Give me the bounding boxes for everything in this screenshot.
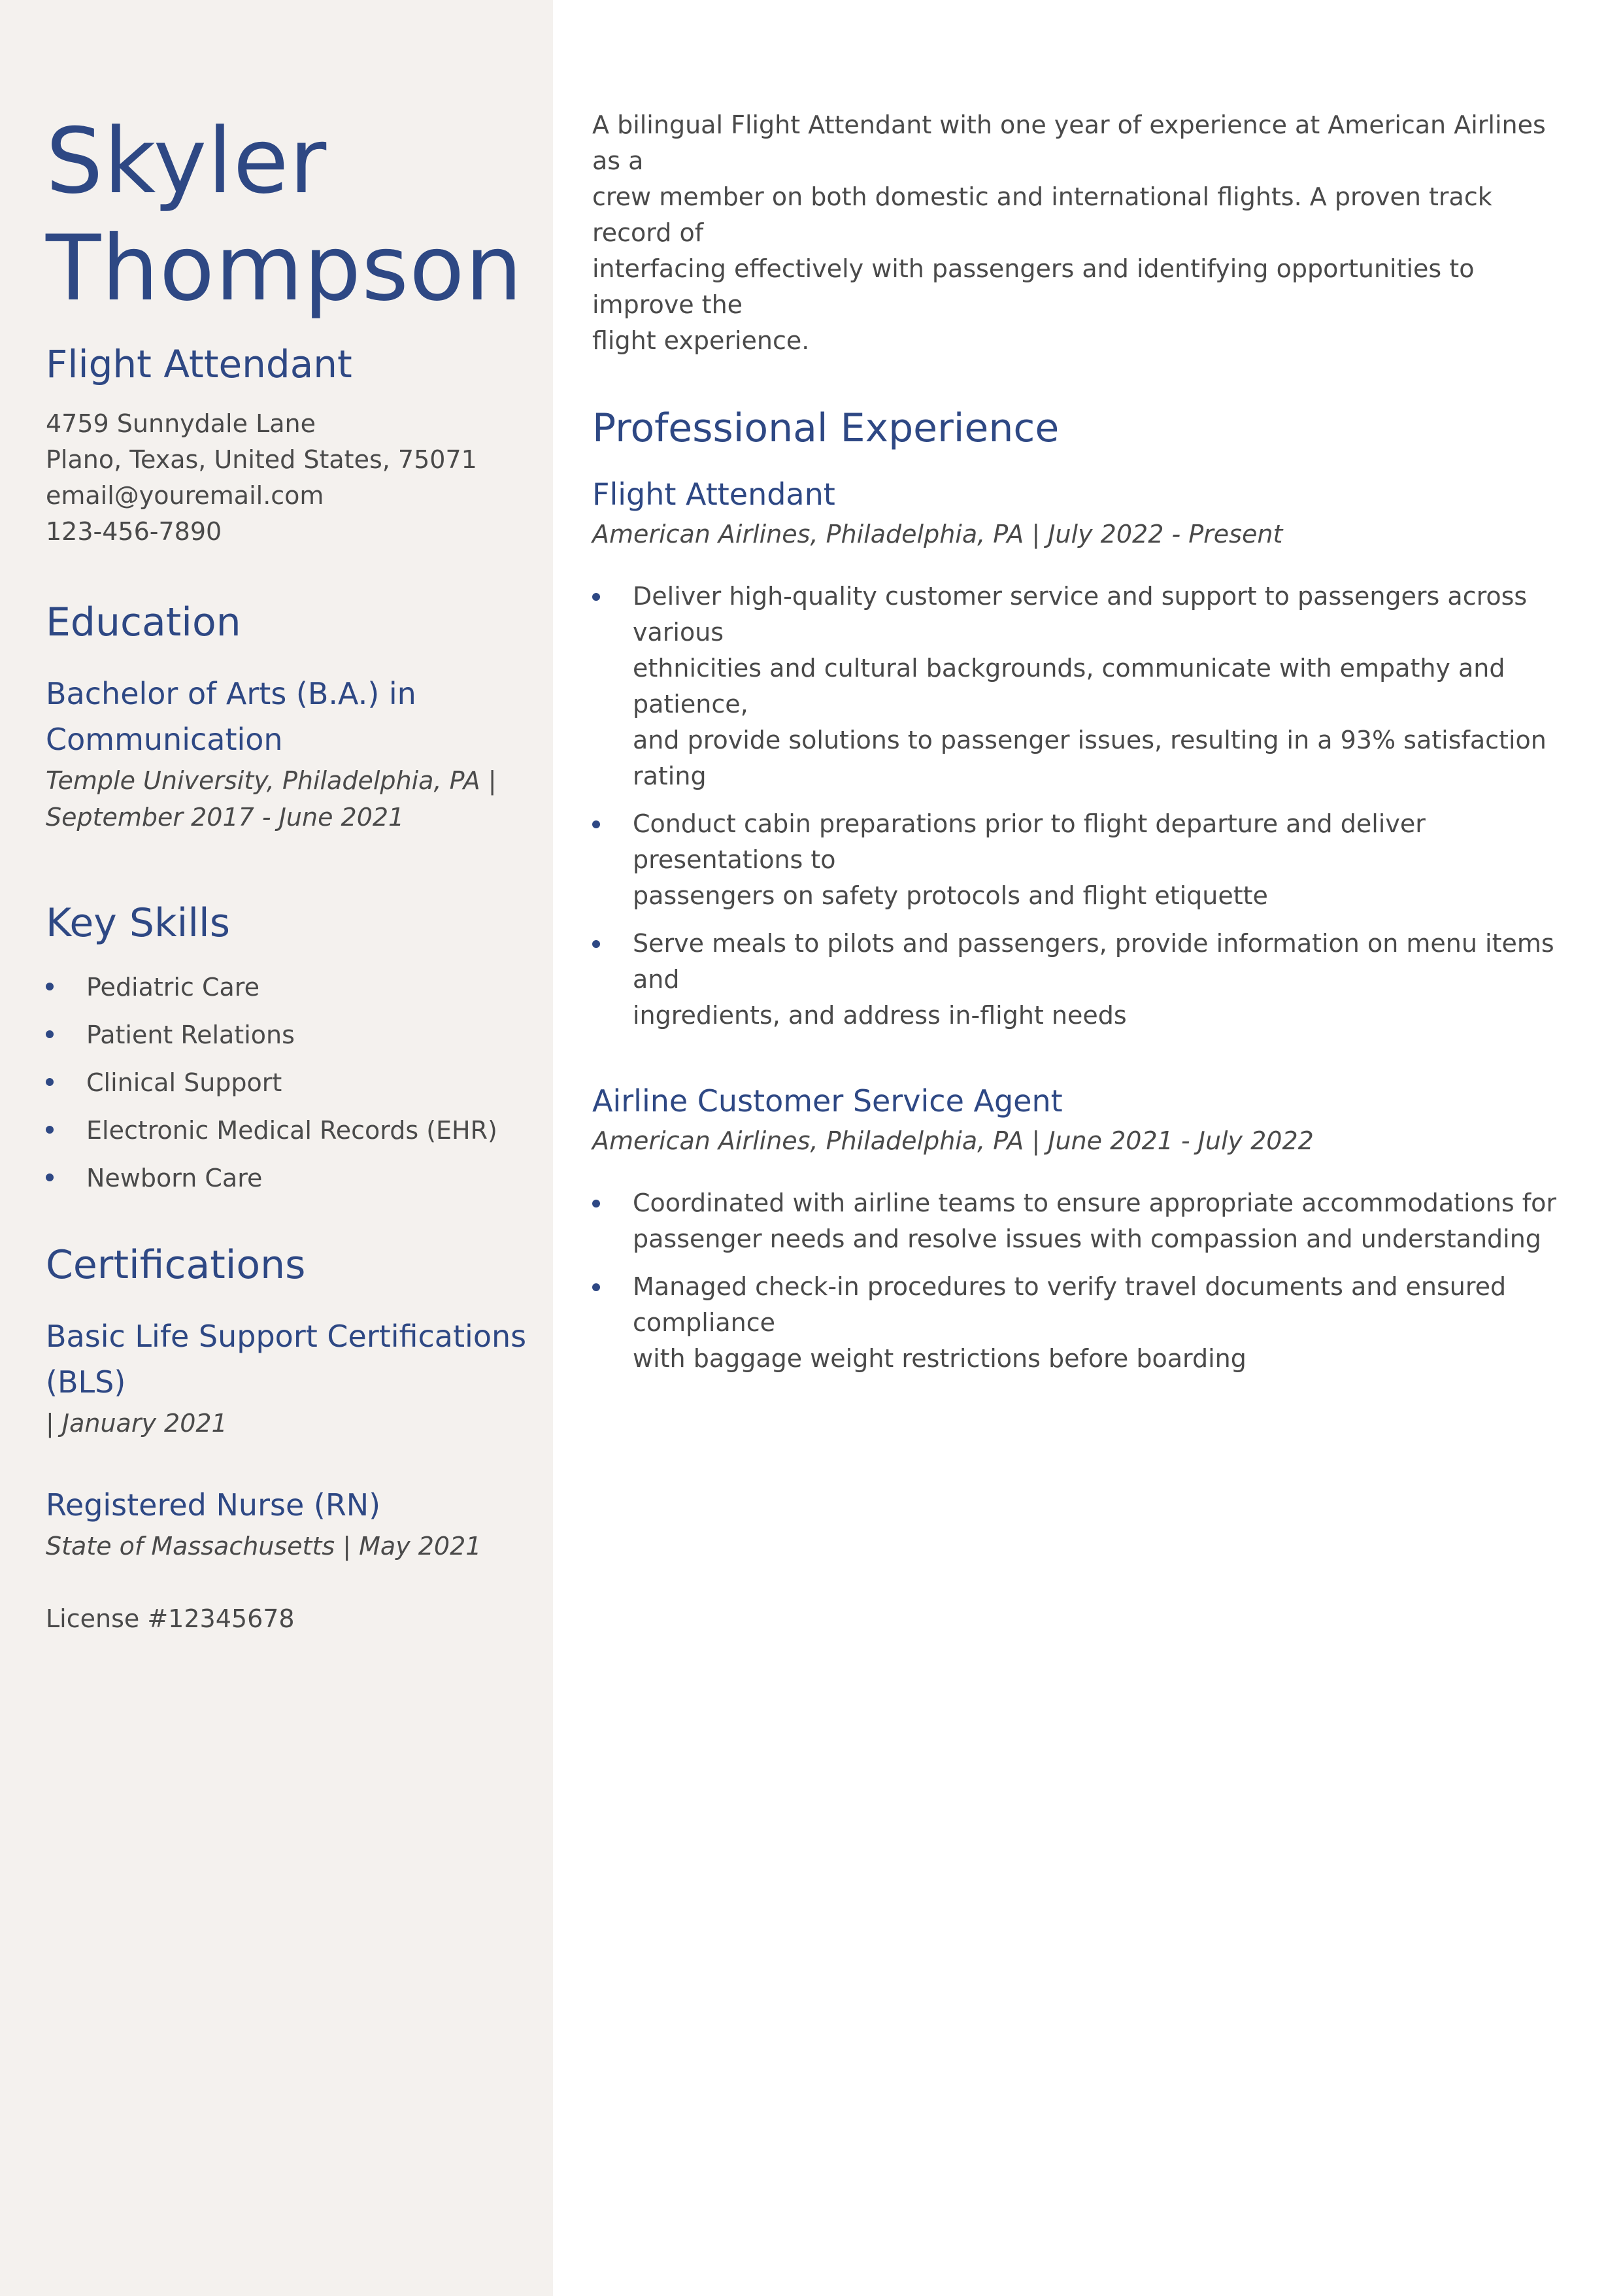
bullet-icon <box>46 1173 54 1181</box>
certification-title: Registered Nurse (RN) <box>46 1487 381 1523</box>
bullet-icon <box>46 1030 54 1038</box>
certification-meta: State of Massachusetts | May 2021 <box>46 1532 482 1561</box>
summary-line: flight experience. <box>592 326 810 355</box>
duty-line: passenger needs and resolve issues with compassion and understanding <box>633 1224 1541 1253</box>
duty-item <box>592 579 1573 794</box>
school-line-1: Temple University, Philadelphia, PA | <box>46 766 497 795</box>
skill-item <box>46 1155 529 1202</box>
duty-line: Conduct cabin preparations prior to flight departure and deliver presentations to <box>633 809 1426 874</box>
experience-heading: Professional Experience <box>592 405 1060 451</box>
experience-section <box>592 403 1573 1377</box>
duty-line: Managed check-in procedures to verify travel documents and ensured compliance <box>633 1272 1507 1337</box>
candidate-name <box>46 108 529 322</box>
main-content <box>592 107 1573 1389</box>
skill-label: Patient Relations <box>86 1021 295 1049</box>
contact-info <box>46 406 529 550</box>
job-entry-meta: American Airlines, Philadelphia, PA | June 2021 - July 2022 <box>592 1126 1314 1155</box>
skill-item <box>46 1059 529 1107</box>
duty-line: passengers on safety protocols and flight etiquette <box>633 881 1268 910</box>
duty-list <box>592 579 1573 1034</box>
degree-line-1: Bachelor of Arts (B.A.) in <box>46 676 416 711</box>
phone: 123-456-7890 <box>46 517 222 546</box>
job-entry-title: Airline Customer Service Agent <box>592 1083 1063 1119</box>
skill-label: Pediatric Care <box>86 973 259 1002</box>
duty-line: Coordinated with airline teams to ensure appropriate accommodations for <box>633 1189 1557 1217</box>
duty-line: Serve meals to pilots and passengers, provide information on menu items and <box>633 929 1554 994</box>
skill-item <box>46 964 529 1011</box>
bullet-icon <box>46 1078 54 1086</box>
first-name: Skyler <box>46 109 327 214</box>
skills-list <box>46 964 529 1202</box>
duty-line: ethnicities and cultural backgrounds, communicate with empathy and patience, <box>633 654 1505 718</box>
skill-label: Newborn Care <box>86 1164 263 1192</box>
summary <box>592 107 1573 359</box>
address-line-2: Plano, Texas, United States, 75071 <box>46 445 477 474</box>
job-entry-title: Flight Attendant <box>592 477 835 512</box>
duty-item <box>592 806 1573 914</box>
summary-line: A bilingual Flight Attendant with one year of experience at American Airlines as a <box>592 110 1546 175</box>
certification-meta: | January 2021 <box>46 1409 227 1438</box>
duty-line: and provide solutions to passenger issues, resulting in a 93% satisfaction rating <box>633 726 1547 790</box>
certifications-section <box>46 1240 529 1637</box>
degree-line-2: Communication <box>46 722 283 757</box>
duty-item <box>592 926 1573 1034</box>
skill-item <box>46 1107 529 1155</box>
duty-item <box>592 1185 1573 1257</box>
job-title: Flight Attendant <box>46 342 352 386</box>
certification-entry <box>46 1313 529 1442</box>
certification-entry <box>46 1482 529 1564</box>
last-name: Thompson <box>46 216 524 321</box>
job-entry <box>592 473 1573 1034</box>
skill-label: Clinical Support <box>86 1068 282 1097</box>
bullet-icon <box>592 820 600 828</box>
bullet-icon <box>46 1126 54 1134</box>
sidebar-content <box>46 108 529 1637</box>
duty-line: ingredients, and address in-flight needs <box>633 1001 1127 1030</box>
education-heading: Education <box>46 599 241 645</box>
duty-item <box>592 1269 1573 1377</box>
license-number: License #12345678 <box>46 1604 295 1633</box>
bullet-icon <box>46 983 54 990</box>
duty-list <box>592 1185 1573 1377</box>
duty-line: with baggage weight restrictions before boarding <box>633 1344 1247 1373</box>
sidebar <box>0 0 553 2296</box>
email: email@youremail.com <box>46 481 324 510</box>
address-line-1: 4759 Sunnydale Lane <box>46 409 316 438</box>
certification-title-line-1: Basic Life Support Certifications <box>46 1319 527 1354</box>
bullet-icon <box>592 1283 600 1291</box>
duty-line: Deliver high-quality customer service and support to passengers across various <box>633 582 1528 647</box>
education-entry <box>46 671 529 836</box>
bullet-icon <box>592 1200 600 1207</box>
school-dates: September 2017 - June 2021 <box>46 803 405 832</box>
certifications-heading: Certifications <box>46 1242 306 1288</box>
summary-line: crew member on both domestic and international flights. A proven track record of <box>592 182 1492 247</box>
skills-heading: Key Skills <box>46 900 230 946</box>
bullet-icon <box>592 940 600 948</box>
skill-item <box>46 1011 529 1059</box>
education-section <box>46 598 529 836</box>
bullet-icon <box>592 593 600 601</box>
job-entry <box>592 1079 1573 1377</box>
certification-title-line-2: (BLS) <box>46 1364 126 1400</box>
summary-line: interfacing effectively with passengers and identifying opportunities to improve the <box>592 254 1475 319</box>
job-entry-meta: American Airlines, Philadelphia, PA | July 2022 - Present <box>592 520 1283 549</box>
skills-section <box>46 898 529 1202</box>
skill-label: Electronic Medical Records (EHR) <box>86 1116 497 1145</box>
